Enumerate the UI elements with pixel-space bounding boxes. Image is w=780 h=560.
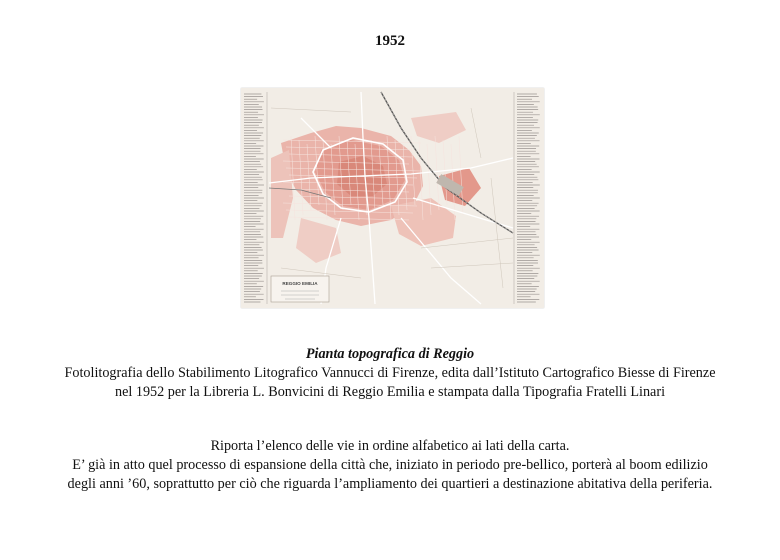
- map-legend-title: REGGIO EMILIA: [282, 281, 318, 286]
- caption-title: Pianta topografica di Reggio: [305, 346, 475, 362]
- map-legend: [271, 276, 329, 302]
- topographic-map-image: [241, 88, 544, 308]
- map-drawing: [241, 88, 544, 308]
- description-paragraph-1: Riporta l’elenco delle vie in ordine alfabetico ai lati della carta.: [210, 438, 570, 454]
- description-paragraph-2: E’ già in atto quel processo di espansione della città che, iniziato in periodo pre-bellico, porterà al boom edilizio degli anni ’60, soprattutto per ciò che riguarda l’ampliamento dei quartieri a destinazione abitativa della periferia.: [67, 457, 713, 492]
- map-caption: [60, 345, 720, 402]
- page-year: 1952: [375, 33, 405, 49]
- caption-text: Fotolitografia dello Stabilimento Litografico Vannucci di Firenze, edita dall’Istituto Cartografico Biesse di Firenze nel 1952 per la Libreria L. Bonvicini di Reggio Emilia e stampata dalla Tipografia Fratelli Linari: [64, 365, 716, 400]
- map-description: [60, 437, 720, 494]
